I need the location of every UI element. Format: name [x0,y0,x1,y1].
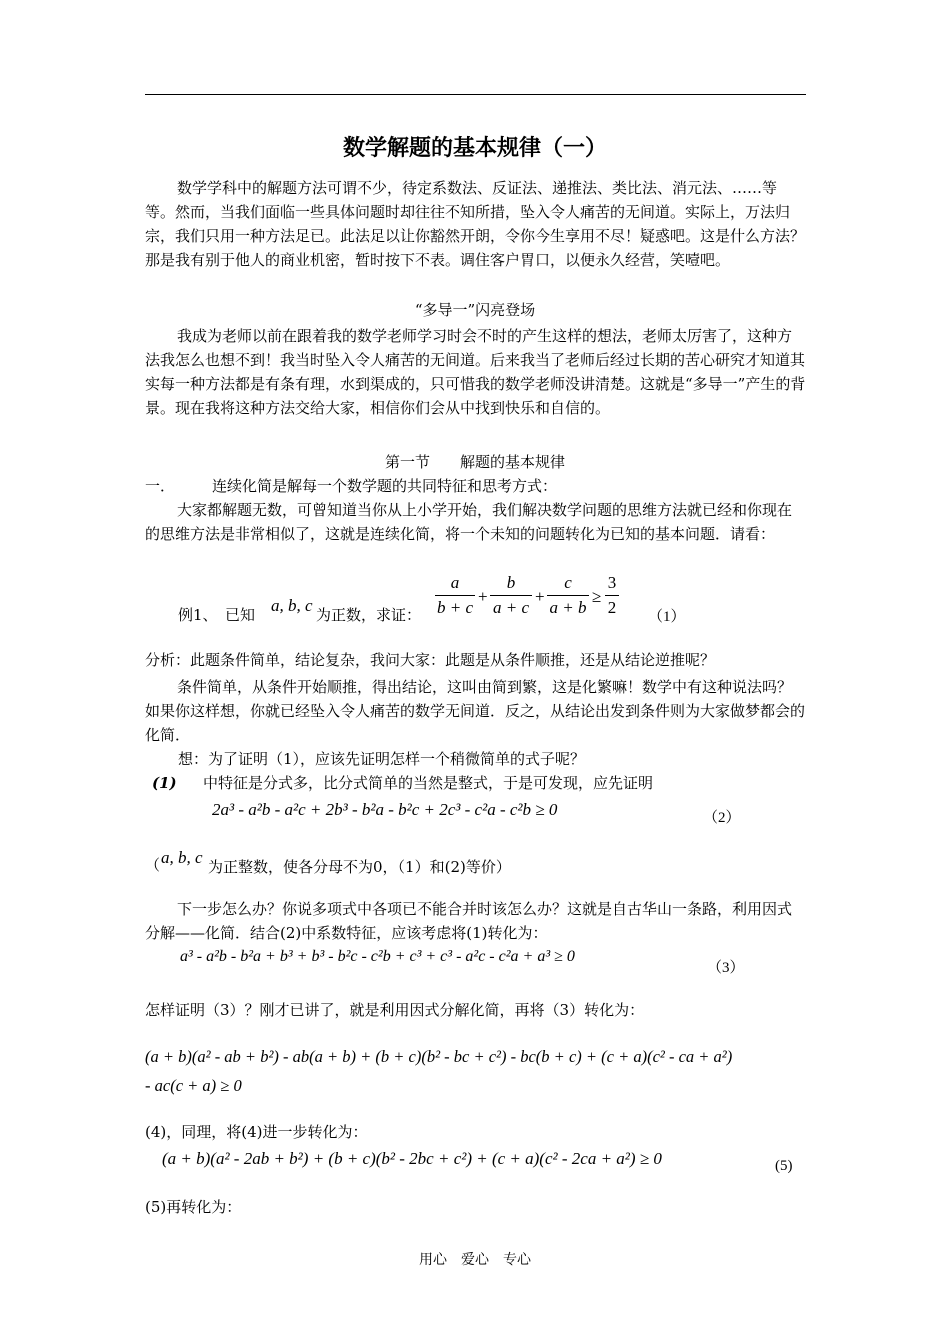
equation-5: (a + b)(a² - 2ab + b²) + (b + c)(b² - 2bc + c²) + (c + a)(c² - 2ca + a²) ≥ 0 [162,1149,662,1168]
eq3-label: （3） [707,960,745,976]
fraction-b: b a + c [490,573,532,618]
equation-3: a³ - a²b - b²a + b³ + b³ - b²c - c²b + c³ + c³ - a²c - c²a + a³ ≥ 0 [180,948,575,965]
eq5-label: (5) [775,1158,793,1174]
equation-4-line1: (a + b)(a² - ab + b²) - ab(a + b) + (b + c)(b² - bc + c²) - bc(b + c) + (c + a)(c² - ca + a²) [145,1047,733,1066]
example-mid: 为正数，求证： [316,606,422,624]
think-line: 想：为了证明（1），应该先证明怎样一个稍微简单的式子呢？ [178,750,586,768]
note-text: 为正整数，使各分母不为0，（1）和(2)等价） [208,858,511,876]
plus-sign: + [535,587,545,606]
fraction-result: 3 2 [605,573,619,618]
background-paragraph: 我成为老师以前在跟着我的数学老师学习时会不时的产生这样的想法，老师太厉害了，这种方法我怎么也想不到！我当时坠入令人痛苦的无间道。后来我当了老师后经过长期的苦心研究才知道其实每一种方法都是有条有理，水到渠成的，只可惜我的数学老师没讲清楚。这就是“多导一”产生的背景。现在我将这种方法交给大家，相信你们会从中找到快乐和自信的。 [145,327,806,417]
fraction-a: a b + c [436,573,474,617]
geq-sign: ≥ [592,587,602,606]
simple-paragraph: 条件简单，从条件开始顺推，得出结论，这叫由简到繁，这是化繁嘛！数学中有这种说法吗？如果你这样想，你就已经坠入令人痛苦的数学无间道．反之，从结论出发到条件则为大家做梦都会的化简． [145,678,806,744]
feature-line: 中特征是分式多，比分式简单的当然是整式，于是可发现，应先证明 [203,774,654,792]
plus-sign: + [478,587,488,606]
header-rule [145,94,806,95]
eq1-label: （1） [648,609,686,625]
equation-2: 2a³ - a²b - a²c + 2b³ - b²a - b²c + 2c³ - c²a - c²b ≥ 0 [212,800,558,819]
fraction-c: c a + b [547,573,589,618]
point-number: 一． [145,477,176,495]
example-vars: a, b, c [271,596,313,615]
note-vars: a, b, c [161,848,203,867]
how-line: 怎样证明（3）？刚才已讲了，就是利用因式分解化简，再将（3）转化为： [145,1001,645,1019]
analysis: 分析：此题条件简单，结论复杂，我问大家：此题是从条件顺推，还是从结论逆推呢？ [145,651,716,669]
everyone-paragraph: 大家都解题无数，可曾知道当你从上小学开始，我们解决数学问题的思维方法就已经和你现在的思维方法是非常相似了，这就是连续化简，将一个未知的问题转化为已知的基本问题．请看： [145,501,793,543]
eq2-label: （2） [703,810,741,826]
point-heading: 连续化简是解每一个数学题的共同特征和思考方式： [212,477,558,495]
step-4-line: (4)，同理，将(4)进一步转化为： [145,1123,368,1141]
equation-4-line2: - ac(c + a) ≥ 0 [145,1076,242,1095]
feature-label: (1) [152,774,177,792]
intro-paragraph: 数学学科中的解题方法可谓不少，待定系数法、反证法、递推法、类比法、消元法、……等等。然而，当我们面临一些具体问题时却往往不知所措，坠入令人痛苦的无间道。实际上，万法归宗，我们只用一种方法足已。此法足以让你豁然开朗，令你今生享用不尽！疑惑吧。这是什么方法？那是我有别于他人的商业机密，暂时按下不表。调住客户胃口，以便永久经营，笑噎吧。 [145,179,806,269]
page-footer: 用心 爱心 专心 [419,1252,531,1268]
next-paragraph: 下一步怎么办？你说多项式中各项已不能合并时该怎么办？这就是自古华山一条路，利用因式分解——化简．结合(2)中系数特征，应该考虑将(1)转化为： [145,900,793,942]
section-heading: 第一节 解题的基本规律 [384,453,565,471]
note-open: （ [145,856,161,874]
example-label: 例1、 已知 [178,606,256,624]
subtitle: “多导一”闪亮登场 [414,301,536,319]
step-5-line: (5)再转化为： [145,1198,242,1216]
page-title: 数学解题的基本规律（一） [342,136,607,161]
